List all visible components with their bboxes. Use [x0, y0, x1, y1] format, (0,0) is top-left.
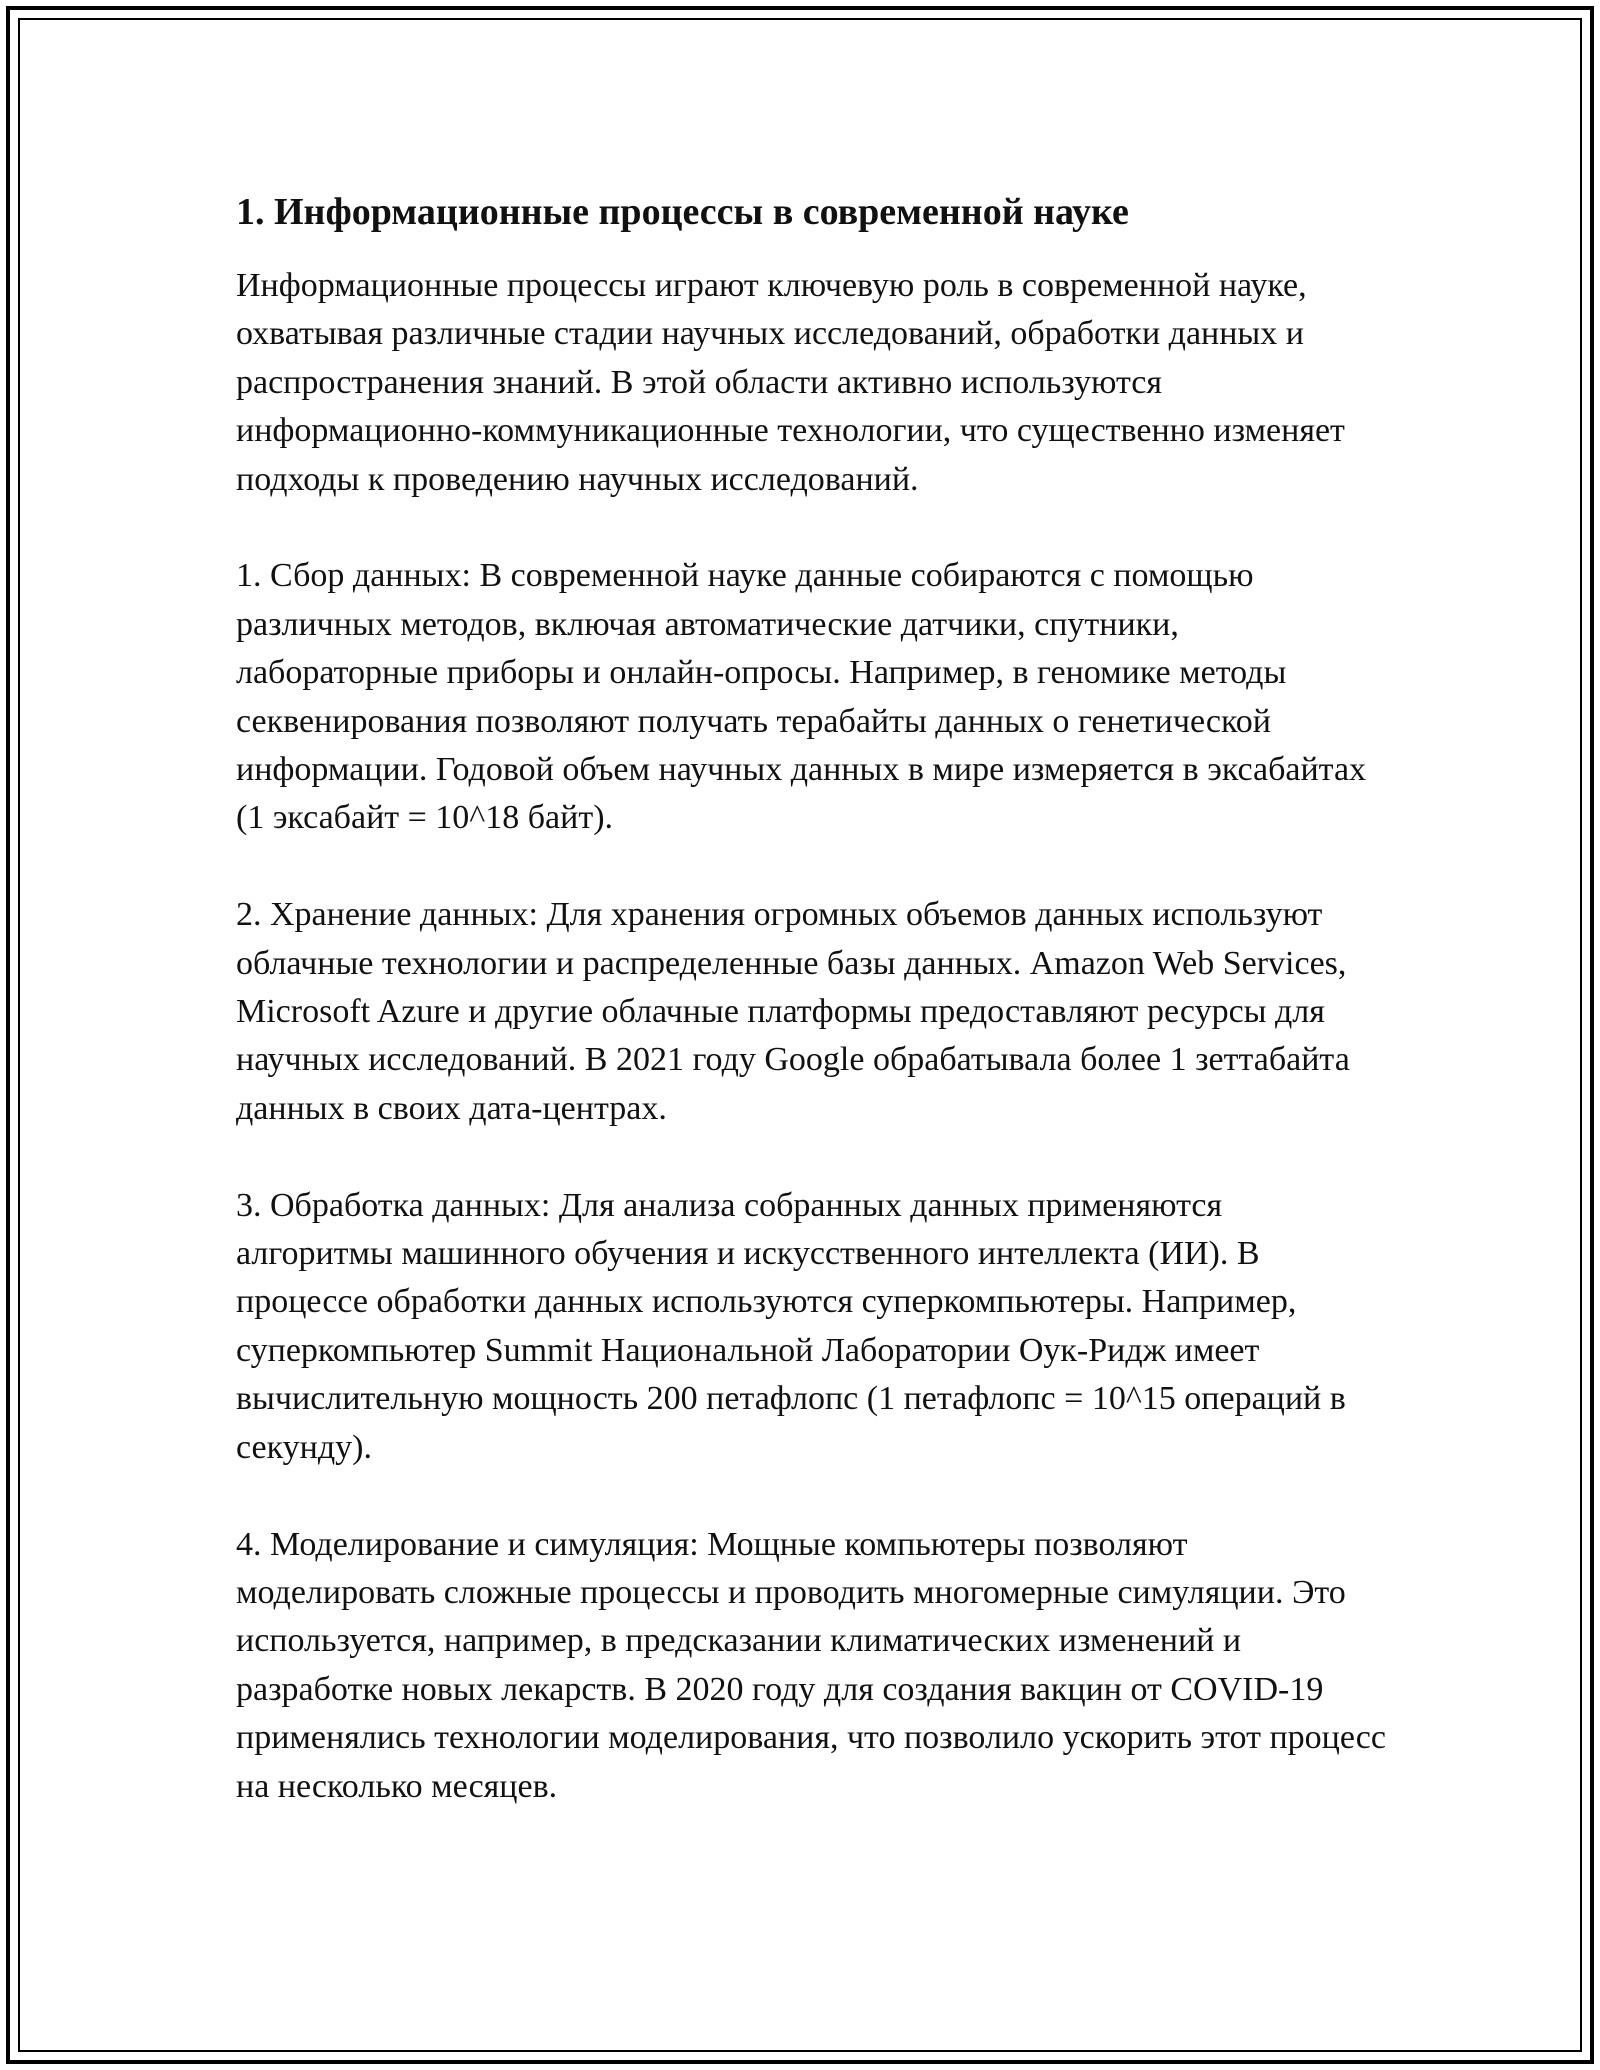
- paragraph-data-storage: 2. Хранение данных: Для хранения огромных объемов данных используют облачные технологии и распределенные базы данных. Amazon Web Services, Microsoft Azure и другие облачные платформы предоставляют ресурсы для научных исследований. В 2021 году Google обрабатывала более 1 зеттабайта данных в своих дата-центрах.: [236, 896, 1350, 1127]
- intro-paragraph: Информационные процессы играют ключевую роль в современной науке, охватывая различные стадии научных исследований, обработки данных и распространения знаний. В этой области активно используются информационно-коммуникационные технологии, что существенно изменяет подходы к проведению научных исследований.: [236, 267, 1345, 498]
- paragraph-modeling-simulation: 4. Моделирование и симуляция: Мощные компьютеры позволяют моделировать сложные процессы и проводить многомерные симуляции. Это используется, например, в предсказании климатических изменений и разработке новых лекарств. В 2020 году для создания вакцин от COVID-19 применялись технологии моделирования, что позволило ускорить этот процесс на несколько месяцев.: [236, 1525, 1386, 1805]
- document-body: [236, 188, 1386, 1859]
- section-title: 1. Информационные процессы в современной науке: [236, 191, 1129, 233]
- paragraph-data-collection: 1. Сбор данных: В современной науке данные собираются с помощью различных методов, включая автоматические датчики, спутники, лабораторные приборы и онлайн-опросы. Например, в геномике методы секвенирования позволяют получать терабайты данных о генетической информации. Годовой объем научных данных в мире измеряется в эксабайтах (1 эксабайт = 10^18 байт).: [236, 557, 1367, 837]
- paragraph-data-processing: 3. Обработка данных: Для анализа собранных данных применяются алгоритмы машинного обучения и искусственного интеллекта (ИИ). В процессе обработки данных используются суперкомпьютеры. Например, суперкомпьютер Summit Национальной Лаборатории Оук-Ридж имеет вычислительную мощность 200 петафлопс (1 петафлопс = 10^15 операций в секунду).: [236, 1186, 1346, 1466]
